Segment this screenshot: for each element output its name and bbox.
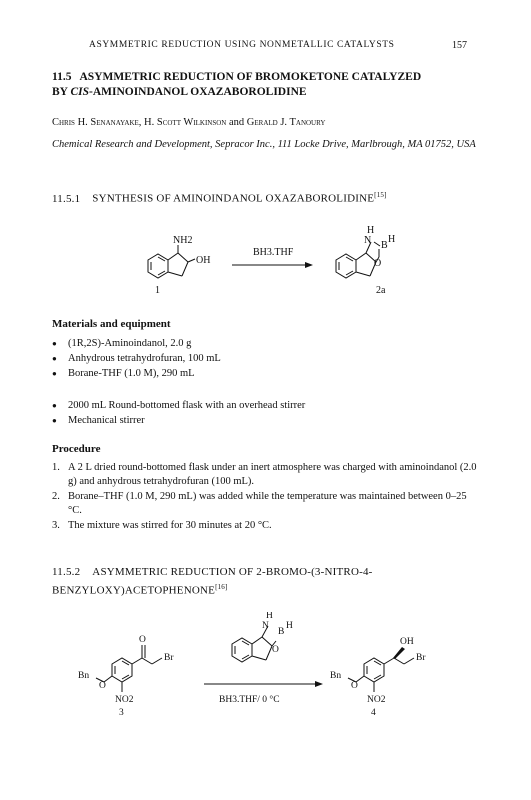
- subsection-2-title-line1: ASYMMETRIC REDUCTION OF 2-BROMO-(3-NITRO-4-: [92, 566, 373, 578]
- subsection-2-title-line2: BENZYLOXY)ACETOPHENONE: [52, 584, 216, 597]
- subsection-1-title: SYNTHESIS OF AMINOINDANOL OXAZABOROLIDINE: [92, 192, 375, 205]
- step-number: 2.: [52, 491, 60, 502]
- ketone-o-label: O: [139, 635, 146, 645]
- chemicals-list: [52, 336, 221, 381]
- ether-o-label-3: O: [99, 681, 106, 691]
- section-title-line1: ASYMMETRIC REDUCTION OF BROMOKETONE CATALYZED: [79, 71, 422, 83]
- reaction-scheme-2: [0, 612, 531, 732]
- equipment-list: [52, 398, 305, 428]
- br-label-4: Br: [416, 653, 426, 663]
- br-label-3: Br: [164, 653, 174, 663]
- no2-label-4: NO2: [367, 695, 386, 705]
- catalyst-h-on-n: H: [266, 612, 273, 621]
- reaction-arrow-2-head: [315, 681, 323, 687]
- step-number: 1.: [52, 462, 60, 473]
- bn-label-4: Bn: [330, 671, 342, 681]
- authors-and: and: [226, 117, 247, 128]
- h-on-b-label: H: [388, 234, 396, 245]
- authors: [52, 117, 325, 128]
- compound-3-label: 3: [119, 708, 124, 718]
- n-label: N: [364, 235, 372, 246]
- reaction-arrow-1-head: [305, 262, 313, 268]
- o-label: O: [374, 258, 382, 269]
- procedure-step: [52, 461, 482, 489]
- ether-o-label-4: O: [351, 681, 358, 691]
- procedure-step: [52, 490, 482, 518]
- h-on-n-label: H: [367, 225, 375, 236]
- section-number: 11.5: [52, 71, 72, 83]
- oh-label: OH: [196, 255, 211, 266]
- catalyst-h-on-b: H: [286, 621, 293, 631]
- page-number: 157: [452, 40, 467, 51]
- step-text: Borane–THF (1.0 M, 290 mL) was added while the temperature was maintained between 0–25 °C.: [68, 491, 467, 516]
- reagent-2-label: BH3.THF/ 0 °C: [219, 695, 280, 705]
- procedure-heading: Procedure: [52, 443, 101, 455]
- section-title-line2-italic: CIS: [70, 86, 89, 98]
- subsection-1-ref: [15]: [374, 191, 387, 199]
- catalyst-o: O: [272, 645, 279, 655]
- catalyst-b: B: [278, 627, 285, 637]
- chemical-item: ● Borane-THF (1.0 M), 290 mL: [52, 366, 221, 381]
- step-text: A 2 L dried round-bottomed flask under an inert atmosphere was charged with aminoindanol (2.0 g) and anhydrous tetrahydrofuran (100 mL).: [68, 462, 477, 487]
- compound-2a-label: 2a: [376, 285, 386, 296]
- reaction-scheme-1: [0, 215, 531, 300]
- materials-heading: Materials and equipment: [52, 318, 171, 330]
- subsection-1-number: 11.5.1: [52, 192, 81, 205]
- oh-label-4: OH: [400, 637, 414, 647]
- subsection-2-ref: [16]: [215, 583, 228, 591]
- authors-part2: Gerald J. Tanoury: [246, 117, 326, 128]
- section-title-line2-rest: -AMINOINDANOL OXAZABOROLIDINE: [88, 86, 307, 98]
- chemical-item: ● (1R,2S)-Aminoindanol, 2.0 g: [52, 336, 221, 351]
- section-title-line2-prefix: BY: [52, 86, 71, 98]
- procedure-step: [52, 519, 482, 533]
- no2-label-3: NO2: [115, 695, 134, 705]
- equipment-item: ● 2000 mL Round-bottomed flask with an overhead stirrer: [52, 398, 305, 413]
- reagent-1-label: BH3.THF: [253, 247, 294, 258]
- equipment-item: ● Mechanical stirrer: [52, 413, 305, 428]
- compound-1-label: 1: [155, 285, 160, 296]
- b-label: B: [381, 240, 388, 251]
- procedure-steps: [52, 461, 482, 534]
- section-title: [52, 70, 482, 100]
- affiliation: Chemical Research and Development, Sepracor Inc., 111 Locke Drive, Marlbrough, MA 01752, USA: [52, 139, 476, 150]
- subsection-2-heading: [52, 565, 482, 599]
- nh2-label: NH2: [173, 235, 193, 246]
- authors-part1: Chris H. Senanayake, H. Scott Wilkinson: [52, 117, 227, 128]
- bn-label-3: Bn: [78, 671, 90, 681]
- running-title: ASYMMETRIC REDUCTION USING NONMETALLIC CATALYSTS: [89, 40, 395, 50]
- catalyst-n: N: [262, 621, 269, 631]
- step-number: 3.: [52, 520, 60, 531]
- stereo-wedge: [393, 647, 405, 659]
- subsection-1-heading: [52, 188, 482, 207]
- step-text: The mixture was stirred for 30 minutes at 20 °C.: [68, 520, 272, 531]
- compound-4-label: 4: [371, 708, 376, 718]
- subsection-2-number: 11.5.2: [52, 566, 81, 578]
- chemical-item: ● Anhydrous tetrahydrofuran, 100 mL: [52, 351, 221, 366]
